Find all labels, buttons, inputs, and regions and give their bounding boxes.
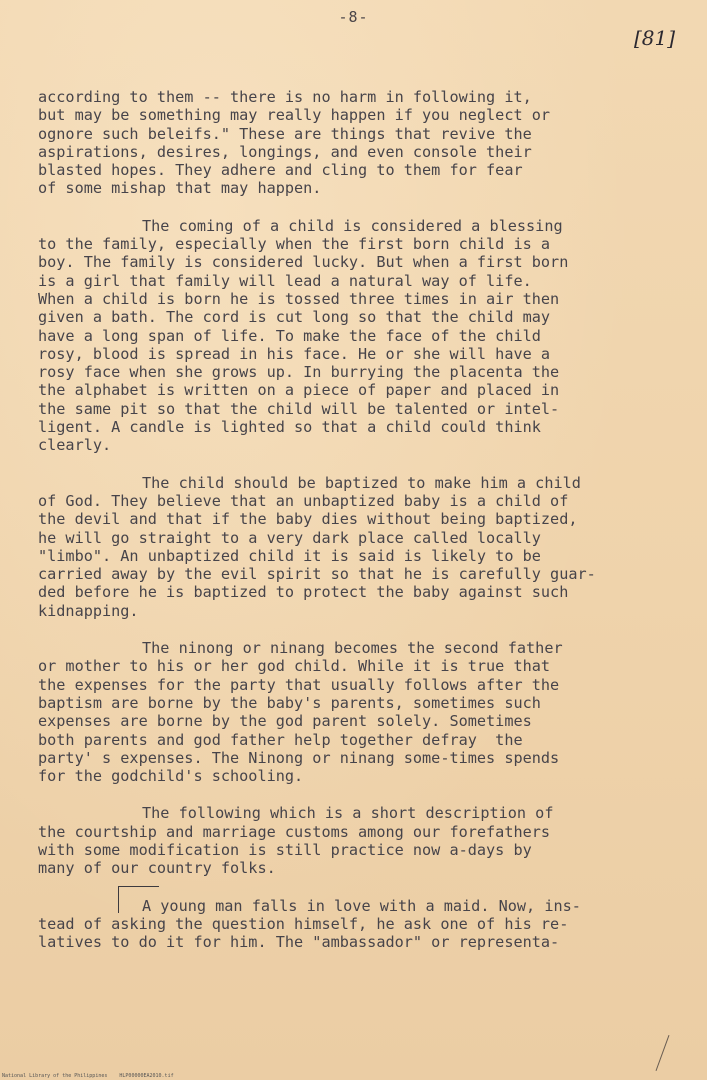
text-line: many of our country folks.: [38, 859, 276, 878]
paragraph: [38, 217, 678, 455]
text-line: expenses are borne by the god parent solely. Sometimes: [38, 712, 532, 731]
text-line: the expenses for the party that usually follows after the: [38, 675, 560, 694]
text-line: of God. They believe that an unbaptized baby is a child of: [38, 491, 569, 510]
text-line: The ninong or ninang becomes the second father: [142, 639, 563, 658]
text-line: or mother to his or her god child. While it is true that: [38, 657, 551, 676]
archive-footer: National Library of the Philippines HLP00000EA2010.tif: [2, 1073, 174, 1079]
text-line: ded before he is baptized to protect the baby against such: [38, 583, 569, 602]
text-line: of some mishap that may happen.: [38, 179, 322, 198]
text-line: rosy face when she grows up. In burrying the placenta the: [38, 363, 560, 382]
text-line: clearly.: [38, 436, 112, 455]
text-line: latives to do it for him. The "ambassador" or representa-: [38, 933, 560, 952]
text-line: ognore such beleifs." These are things that revive the: [38, 124, 532, 143]
text-line: the courtship and marriage customs among our forefathers: [38, 822, 551, 841]
text-line: aspirations, desires, longings, and even console their: [38, 142, 532, 161]
text-line: baptism are borne by the baby's parents, sometimes such: [38, 693, 541, 712]
text-line: boy. The family is considered lucky. But when a first born: [38, 253, 569, 272]
text-line: The coming of a child is considered a blessing: [142, 216, 563, 235]
text-line: party' s expenses. The Ninong or ninang some-times spends: [38, 748, 560, 767]
text-line: When a child is born he is tossed three times in air then: [38, 289, 560, 308]
text-line: according to them -- there is no harm in following it,: [38, 88, 532, 106]
paragraph: [38, 804, 678, 877]
paragraph: [38, 474, 678, 620]
text-line: he will go straight to a very dark place called locally: [38, 528, 541, 547]
text-line: "limbo". An unbaptized child it is said is likely to be: [38, 546, 541, 565]
text-line: carried away by the evil spirit so that he is carefully guar-: [38, 565, 596, 584]
text-line: is a girl that family will lead a natural way of life.: [38, 271, 532, 290]
text-line: for the godchild's schooling.: [38, 767, 304, 786]
text-line: rosy, blood is spread in his face. He or she will have a: [38, 344, 551, 363]
text-line: tead of asking the question himself, he ask one of his re-: [38, 914, 569, 933]
document-body: [38, 88, 678, 970]
text-line: the same pit so that the child will be talented or intel-: [38, 399, 560, 418]
text-line: given a bath. The cord is cut long so that the child may: [38, 308, 551, 327]
paragraph: [38, 639, 678, 785]
page-number: -8-: [338, 8, 369, 26]
text-line: blasted hopes. They adhere and cling to them for fear: [38, 161, 523, 180]
text-line: have a long span of life. To make the face of the child: [38, 326, 541, 345]
text-line: kidnapping.: [38, 601, 139, 620]
text-line: with some modification is still practice now a-days by: [38, 840, 532, 859]
text-line: The child should be baptized to make him a child: [142, 473, 581, 492]
pencil-margin-mark: [656, 1035, 670, 1071]
paragraph: [38, 88, 678, 198]
text-line: to the family, especially when the first born child is a: [38, 235, 551, 254]
text-line: ligent. A candle is lighted so that a child could think: [38, 418, 541, 437]
text-line: the alphabet is written on a piece of paper and placed in: [38, 381, 560, 400]
handwritten-bracket-mark: [118, 886, 159, 913]
text-line: both parents and god father help together defray the: [38, 730, 523, 749]
text-line: A young man falls in love with a maid. Now, ins-: [142, 896, 581, 915]
text-line: the devil and that if the baby dies without being baptized,: [38, 510, 578, 529]
text-line: but may be something may really happen if you neglect or: [38, 106, 551, 125]
text-line: The following which is a short description of: [142, 804, 554, 823]
handwritten-archive-number: [81]: [634, 26, 676, 50]
